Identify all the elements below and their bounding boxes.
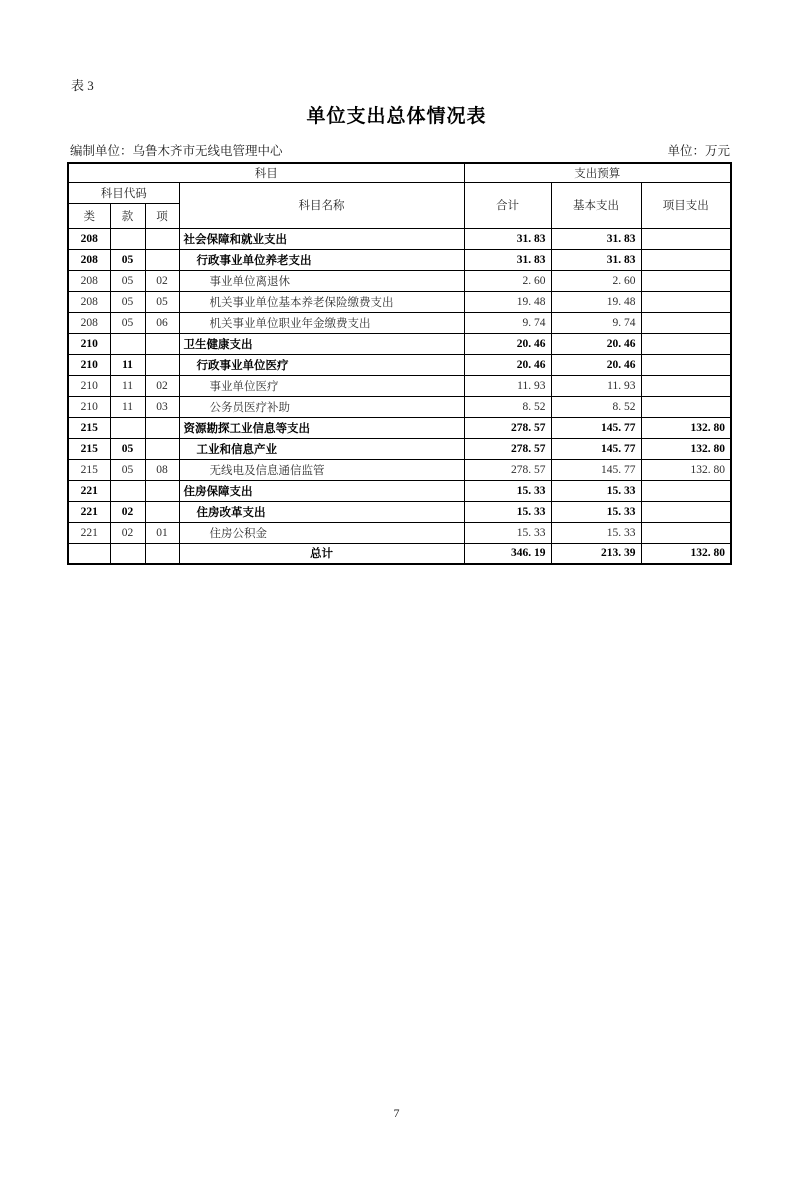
cell-basic: 145. 77 (551, 417, 641, 438)
cell-class-code: 210 (68, 333, 110, 354)
header-item: 项 (145, 203, 179, 228)
cell-total: 278. 57 (464, 438, 551, 459)
cell-project (641, 312, 731, 333)
cell-basic: 20. 46 (551, 354, 641, 375)
cell-project (641, 501, 731, 522)
cell-basic: 15. 33 (551, 501, 641, 522)
cell-section-code (110, 228, 145, 249)
header-subject-code: 科目代码 (68, 182, 179, 203)
cell-section-code: 05 (110, 270, 145, 291)
cell-basic: 11. 93 (551, 375, 641, 396)
cell-total: 11. 93 (464, 375, 551, 396)
cell-total: 9. 74 (464, 312, 551, 333)
table-row (68, 333, 731, 354)
cell-class-code: 215 (68, 438, 110, 459)
header-project-expenditure: 项目支出 (641, 182, 731, 228)
cell-item-code: 05 (145, 291, 179, 312)
cell-class-code: 208 (68, 228, 110, 249)
table-row (68, 375, 731, 396)
cell-subject-name: 卫生健康支出 (179, 333, 464, 354)
cell-class-code (68, 543, 110, 564)
table-row (68, 249, 731, 270)
cell-item-code (145, 501, 179, 522)
cell-section-code (110, 480, 145, 501)
cell-item-code (145, 249, 179, 270)
cell-class-code: 210 (68, 375, 110, 396)
table-row (68, 417, 731, 438)
cell-total: 278. 57 (464, 459, 551, 480)
cell-basic: 2. 60 (551, 270, 641, 291)
cell-section-code: 05 (110, 249, 145, 270)
table-row (68, 354, 731, 375)
table-row (68, 270, 731, 291)
cell-project: 132. 80 (641, 459, 731, 480)
table-row (68, 438, 731, 459)
cell-section-code: 02 (110, 522, 145, 543)
header-class: 类 (68, 203, 110, 228)
cell-section-code: 11 (110, 354, 145, 375)
cell-subject-name: 无线电及信息通信监管 (179, 459, 464, 480)
cell-subject-name: 公务员医疗补助 (179, 396, 464, 417)
cell-class-code: 215 (68, 459, 110, 480)
cell-section-code: 11 (110, 396, 145, 417)
cell-section-code: 05 (110, 312, 145, 333)
cell-total: 19. 48 (464, 291, 551, 312)
cell-basic: 145. 77 (551, 438, 641, 459)
cell-section-code (110, 543, 145, 564)
cell-subject-name: 资源勘探工业信息等支出 (179, 417, 464, 438)
cell-total: 346. 19 (464, 543, 551, 564)
cell-total: 8. 52 (464, 396, 551, 417)
expenditure-summary-table (67, 162, 732, 565)
cell-basic: 31. 83 (551, 228, 641, 249)
table-label: 表 3 (71, 78, 94, 93)
cell-subject-name: 社会保障和就业支出 (179, 228, 464, 249)
cell-total: 20. 46 (464, 354, 551, 375)
table-row (68, 228, 731, 249)
cell-item-code (145, 438, 179, 459)
table-row (68, 480, 731, 501)
cell-project (641, 228, 731, 249)
cell-total: 31. 83 (464, 228, 551, 249)
cell-total: 31. 83 (464, 249, 551, 270)
cell-basic: 145. 77 (551, 459, 641, 480)
cell-item-code: 08 (145, 459, 179, 480)
header-total: 合计 (464, 182, 551, 228)
cell-item-code (145, 543, 179, 564)
cell-section-code: 11 (110, 375, 145, 396)
cell-subject-name: 行政事业单位医疗 (179, 354, 464, 375)
cell-item-code: 02 (145, 375, 179, 396)
cell-project: 132. 80 (641, 417, 731, 438)
cell-class-code: 210 (68, 396, 110, 417)
cell-class-code: 208 (68, 270, 110, 291)
cell-project (641, 249, 731, 270)
cell-basic: 9. 74 (551, 312, 641, 333)
cell-class-code: 221 (68, 501, 110, 522)
cell-basic: 8. 52 (551, 396, 641, 417)
cell-basic: 213. 39 (551, 543, 641, 564)
cell-item-code (145, 417, 179, 438)
cell-class-code: 215 (68, 417, 110, 438)
cell-section-code: 05 (110, 459, 145, 480)
header-subject-name: 科目名称 (179, 182, 464, 228)
page-number: 7 (393, 1106, 400, 1120)
cell-item-code: 02 (145, 270, 179, 291)
cell-section-code: 05 (110, 438, 145, 459)
cell-project (641, 522, 731, 543)
header-basic-expenditure: 基本支出 (551, 182, 641, 228)
cell-class-code: 208 (68, 291, 110, 312)
cell-item-code: 06 (145, 312, 179, 333)
cell-item-code (145, 333, 179, 354)
cell-basic: 20. 46 (551, 333, 641, 354)
cell-subject-name: 行政事业单位养老支出 (179, 249, 464, 270)
header-section: 款 (110, 203, 145, 228)
cell-item-code: 01 (145, 522, 179, 543)
table-row (68, 312, 731, 333)
table-row (68, 291, 731, 312)
table-row (68, 501, 731, 522)
cell-section-code (110, 417, 145, 438)
cell-section-code (110, 333, 145, 354)
cell-total: 15. 33 (464, 480, 551, 501)
header-subject: 科目 (68, 163, 464, 182)
cell-subject-name: 工业和信息产业 (179, 438, 464, 459)
cell-item-code: 03 (145, 396, 179, 417)
cell-total: 2. 60 (464, 270, 551, 291)
cell-item-code (145, 228, 179, 249)
cell-total: 278. 57 (464, 417, 551, 438)
cell-class-code: 221 (68, 522, 110, 543)
cell-project: 132. 80 (641, 438, 731, 459)
cell-project (641, 333, 731, 354)
table-row (68, 396, 731, 417)
cell-class-code: 210 (68, 354, 110, 375)
cell-section-code: 02 (110, 501, 145, 522)
table-row (68, 459, 731, 480)
table-meta-row (70, 143, 730, 159)
cell-total: 20. 46 (464, 333, 551, 354)
cell-project (641, 375, 731, 396)
cell-project (641, 354, 731, 375)
cell-total: 15. 33 (464, 501, 551, 522)
cell-subject-name: 总计 (179, 543, 464, 564)
cell-subject-name: 住房公积金 (179, 522, 464, 543)
cell-total: 15. 33 (464, 522, 551, 543)
page-title: 单位支出总体情况表 (306, 106, 487, 127)
cell-basic: 19. 48 (551, 291, 641, 312)
cell-class-code: 221 (68, 480, 110, 501)
cell-project (641, 291, 731, 312)
cell-item-code (145, 480, 179, 501)
table-row (68, 543, 731, 564)
cell-basic: 15. 33 (551, 480, 641, 501)
cell-basic: 31. 83 (551, 249, 641, 270)
document-page (0, 78, 793, 1200)
cell-class-code: 208 (68, 249, 110, 270)
cell-subject-name: 事业单位医疗 (179, 375, 464, 396)
cell-section-code: 05 (110, 291, 145, 312)
cell-project: 132. 80 (641, 543, 731, 564)
cell-subject-name: 机关事业单位职业年金缴费支出 (179, 312, 464, 333)
cell-subject-name: 住房改革支出 (179, 501, 464, 522)
table-header (68, 163, 731, 228)
cell-subject-name: 住房保障支出 (179, 480, 464, 501)
unit-note-label: 单位：万元 (667, 144, 730, 158)
header-expenditure-budget: 支出预算 (464, 163, 731, 182)
prepared-by-label: 编制单位：乌鲁木齐市无线电管理中心 (70, 144, 283, 158)
cell-item-code (145, 354, 179, 375)
cell-class-code: 208 (68, 312, 110, 333)
table-body (68, 228, 731, 564)
cell-project (641, 396, 731, 417)
cell-basic: 15. 33 (551, 522, 641, 543)
table-row (68, 522, 731, 543)
cell-project (641, 270, 731, 291)
cell-subject-name: 事业单位离退休 (179, 270, 464, 291)
cell-project (641, 480, 731, 501)
cell-subject-name: 机关事业单位基本养老保险缴费支出 (179, 291, 464, 312)
